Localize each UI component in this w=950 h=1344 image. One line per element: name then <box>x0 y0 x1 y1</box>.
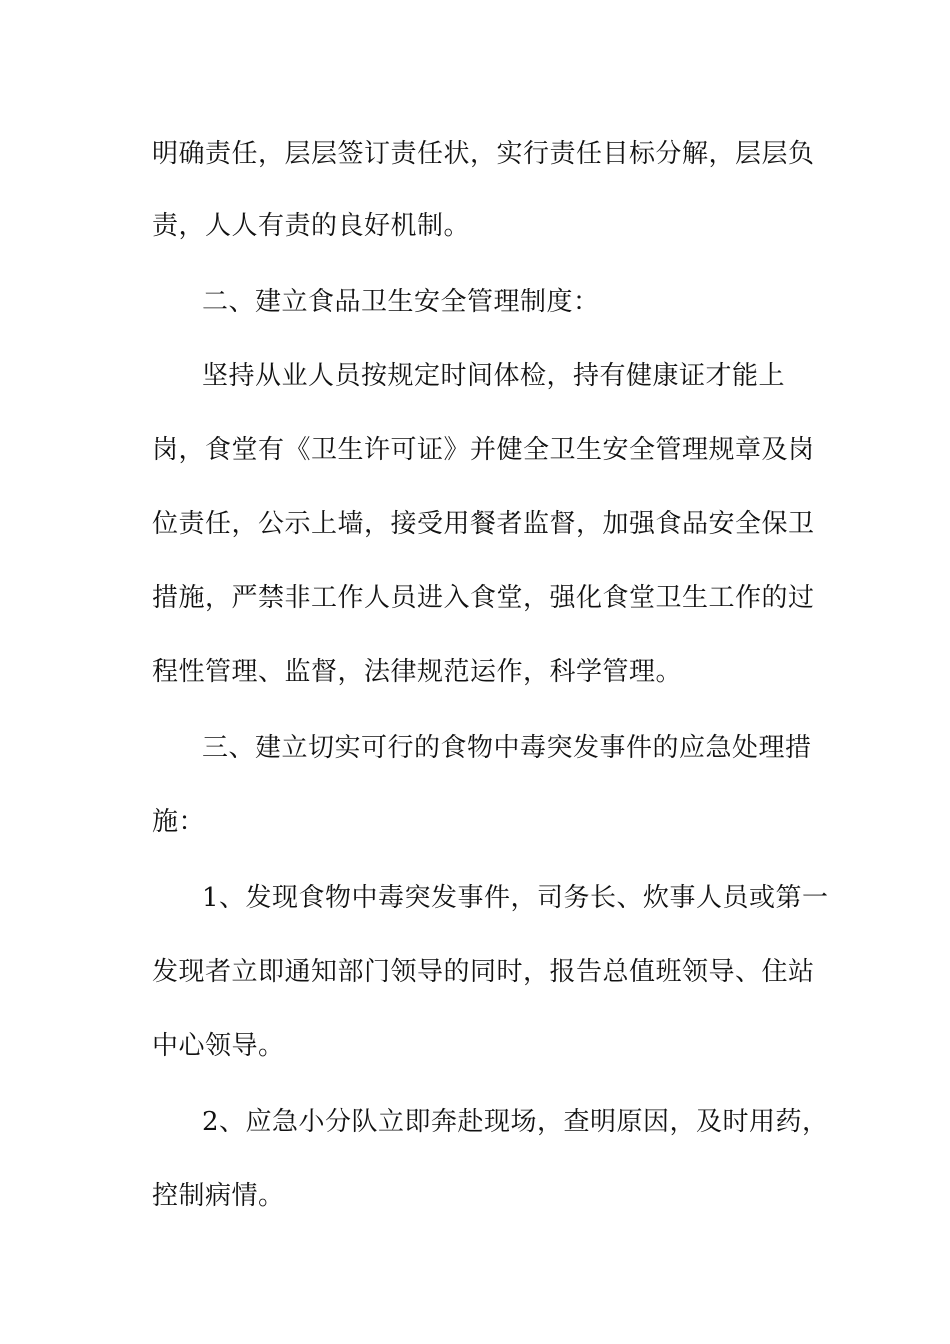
section-heading: 三、建立切实可行的食物中毒突发事件的应急处理措 <box>202 733 812 763</box>
paragraph-line: 责，人人有责的良好机制。 <box>152 211 471 241</box>
paragraph-line: 位责任，公示上墙，接受用餐者监督，加强食品安全保卫 <box>152 509 815 539</box>
list-item-line: 发现者立即通知部门领导的同时，报告总值班领导、住站 <box>152 957 815 987</box>
list-item-line: 控制病情。 <box>152 1181 285 1211</box>
paragraph-line: 措施，严禁非工作人员进入食堂，强化食堂卫生工作的过 <box>152 583 815 613</box>
list-item-line: 中心领导。 <box>152 1031 285 1061</box>
paragraph-line: 坚持从业人员按规定时间体检，持有健康证才能上 <box>202 361 786 391</box>
section-heading: 二、建立食品卫生安全管理制度： <box>202 287 600 317</box>
paragraph-line: 岗，食堂有《卫生许可证》并健全卫生安全管理规章及岗 <box>152 435 815 465</box>
paragraph-line: 程性管理、监督，法律规范运作，科学管理。 <box>152 657 683 687</box>
list-item-line: 1、发现食物中毒突发事件，司务长、炊事人员或第一 <box>202 883 829 913</box>
list-item-line: 2、应急小分队立即奔赴现场，查明原因，及时用药， <box>202 1107 829 1137</box>
section-heading: 施： <box>152 807 206 837</box>
paragraph-line: 明确责任，层层签订责任状，实行责任目标分解，层层负 <box>152 139 815 169</box>
